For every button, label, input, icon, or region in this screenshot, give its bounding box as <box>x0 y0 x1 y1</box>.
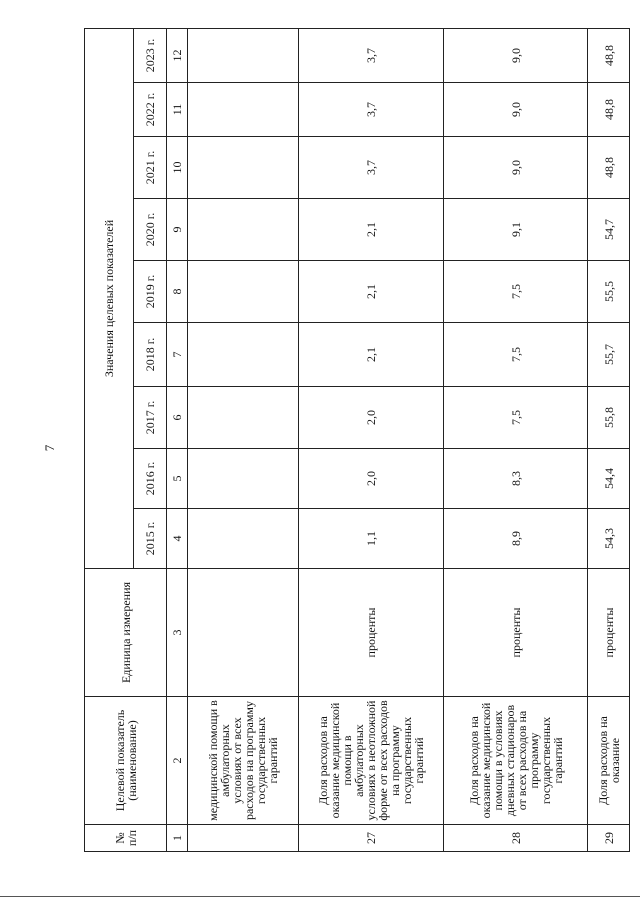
column-number: 7 <box>167 323 188 387</box>
value-cell: 55,7 <box>588 323 630 387</box>
header-year: 2022 г. <box>134 83 167 137</box>
value-cell: 7,5 <box>444 323 588 387</box>
value-cell: 7,5 <box>444 261 588 323</box>
table-row <box>299 28 444 851</box>
indicator-name: Доля расходов на оказание медицинской помощи в амбулаторных условиях в неотложной форме от всех расходов на программу государственных гарантий <box>299 697 444 825</box>
header-year: 2015 г. <box>134 509 167 569</box>
value-cell: 48,8 <box>588 137 630 199</box>
column-number: 2 <box>167 697 188 825</box>
column-number-row <box>167 28 188 851</box>
column-number: 6 <box>167 387 188 449</box>
indicator-name: медицинской помощи в амбулаторных условиях от всех расходов на программу государственных гарантий <box>188 697 299 825</box>
value-cell: 8,9 <box>444 509 588 569</box>
value-cell: 55,5 <box>588 261 630 323</box>
unit-cell <box>188 569 299 697</box>
column-number: 1 <box>167 825 188 852</box>
column-number: 8 <box>167 261 188 323</box>
value-cell <box>188 387 299 449</box>
header-target: Целевой показатель (наименование) <box>85 697 167 825</box>
header-row-1 <box>85 28 134 851</box>
header-year: 2016 г. <box>134 449 167 509</box>
value-cell <box>188 261 299 323</box>
unit-cell: проценты <box>444 569 588 697</box>
value-cell <box>188 323 299 387</box>
value-cell: 2,1 <box>299 199 444 261</box>
column-number: 4 <box>167 509 188 569</box>
value-cell <box>188 509 299 569</box>
value-cell: 3,7 <box>299 28 444 82</box>
value-cell: 2,1 <box>299 261 444 323</box>
column-number: 3 <box>167 569 188 697</box>
unit-cell: проценты <box>299 569 444 697</box>
value-cell: 3,7 <box>299 137 444 199</box>
value-cell: 3,7 <box>299 83 444 137</box>
row-number <box>188 825 299 852</box>
value-cell <box>188 199 299 261</box>
value-cell <box>188 28 299 82</box>
value-cell: 54,4 <box>588 449 630 509</box>
value-cell: 1,1 <box>299 509 444 569</box>
table-row <box>588 28 630 851</box>
header-year: 2021 г. <box>134 137 167 199</box>
indicator-name: Доля расходов на оказание медицинской помощи в условиях дневных стационаров от всех расходов на программу государственных гарантий <box>444 697 588 825</box>
value-cell: 9,0 <box>444 83 588 137</box>
table-row <box>188 28 299 851</box>
table-stage <box>84 29 629 852</box>
unit-cell: проценты <box>588 569 630 697</box>
value-cell: 2,0 <box>299 387 444 449</box>
value-cell: 2,1 <box>299 323 444 387</box>
rotated-table-wrapper <box>84 29 629 852</box>
value-cell: 54,3 <box>588 509 630 569</box>
target-indicators-table <box>84 28 630 852</box>
page-bottom-rule <box>0 896 640 897</box>
value-cell: 2,0 <box>299 449 444 509</box>
value-cell: 48,8 <box>588 28 630 82</box>
column-number: 10 <box>167 137 188 199</box>
row-number: 29 <box>588 825 630 852</box>
value-cell: 9,1 <box>444 199 588 261</box>
page-number: 7 <box>42 444 57 452</box>
header-year: 2023 г. <box>134 28 167 82</box>
value-cell <box>188 83 299 137</box>
row-number: 28 <box>444 825 588 852</box>
value-cell: 48,8 <box>588 83 630 137</box>
header-year: 2019 г. <box>134 261 167 323</box>
row-number: 27 <box>299 825 444 852</box>
value-cell <box>188 137 299 199</box>
table-row <box>444 28 588 851</box>
value-cell: 54,7 <box>588 199 630 261</box>
value-cell: 7,5 <box>444 387 588 449</box>
header-year: 2020 г. <box>134 199 167 261</box>
indicator-name: Доля расходов на оказание <box>588 697 630 825</box>
header-no: № п/п <box>85 825 167 852</box>
value-cell: 9,0 <box>444 28 588 82</box>
column-number: 11 <box>167 83 188 137</box>
value-cell: 9,0 <box>444 137 588 199</box>
header-unit: Единица измерения <box>85 569 167 697</box>
value-cell <box>188 449 299 509</box>
column-number: 9 <box>167 199 188 261</box>
value-cell: 55,8 <box>588 387 630 449</box>
header-year: 2017 г. <box>134 387 167 449</box>
column-number: 5 <box>167 449 188 509</box>
header-values: Значения целевых показателей <box>85 28 134 568</box>
value-cell: 8,3 <box>444 449 588 509</box>
column-number: 12 <box>167 28 188 82</box>
header-year: 2018 г. <box>134 323 167 387</box>
